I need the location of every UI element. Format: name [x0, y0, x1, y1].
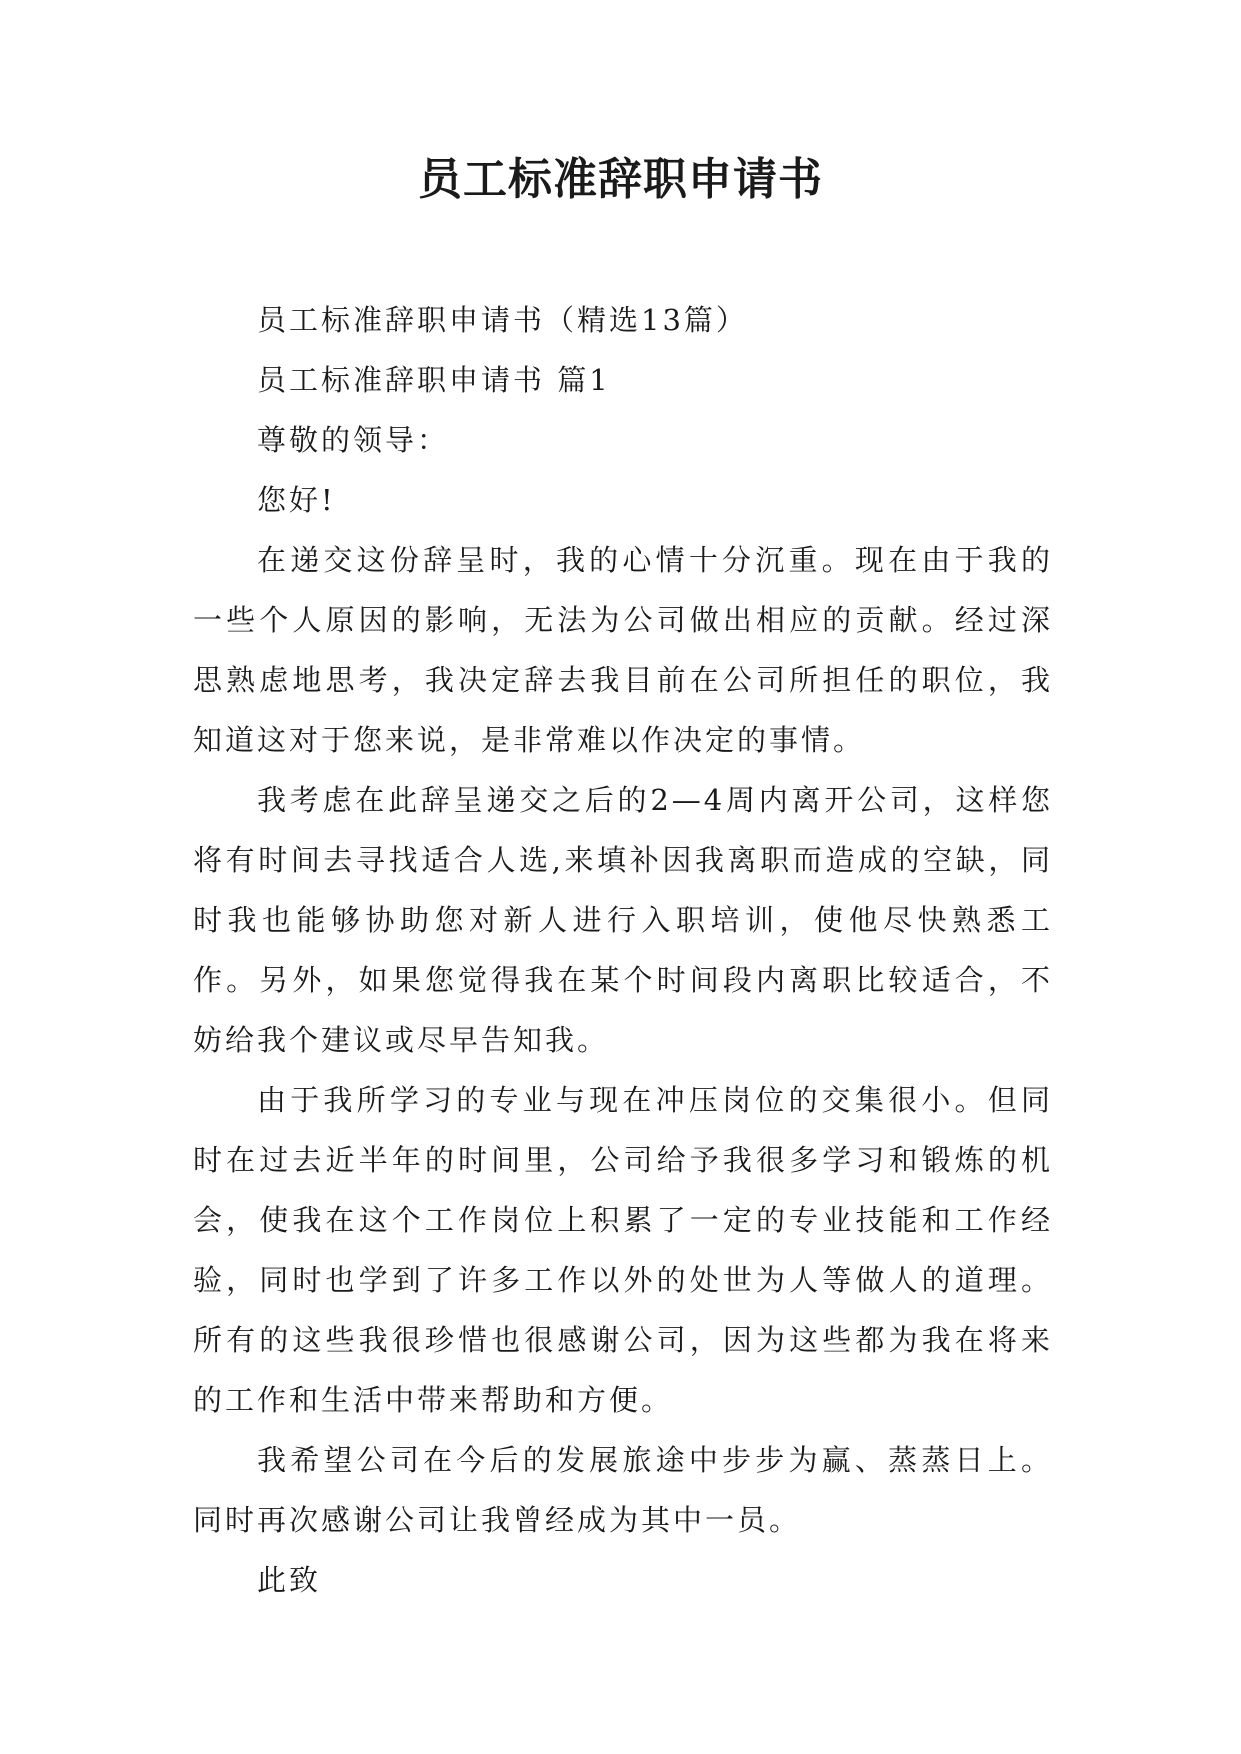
- closing-line: 此致: [257, 1563, 322, 1597]
- body-paragraph: 在递交这份辞呈时，我的心情十分沉重。现在由于我的一些个人原因的影响，无法为公司做出相应的贡献。经过深思熟虑地思考，我决定辞去我目前在公司所担任的职位，我知道这对于您来说，是非常难以作决定的事情。: [193, 543, 1053, 757]
- greeting: 您好!: [257, 483, 336, 517]
- subtitle-line: 员工标准辞职申请书（精选13篇）: [257, 303, 748, 337]
- document-body: [193, 290, 1053, 1610]
- salutation: 尊敬的领导：: [257, 423, 450, 457]
- body-paragraph: 我考虑在此辞呈递交之后的2—4周内离开公司，这样您将有时间去寻找适合人选,来填补因我离职而造成的空缺，同时我也能够协助您对新人进行入职培训，使他尽快熟悉工作。另外，如果您觉得我在某个时间段内离职比较适合，不妨给我个建议或尽早告知我。: [193, 783, 1053, 1057]
- section-heading: 员工标准辞职申请书 篇1: [257, 363, 611, 397]
- document-title: 员工标准辞职申请书: [418, 154, 823, 205]
- body-paragraph: 由于我所学习的专业与现在冲压岗位的交集很小。但同时在过去近半年的时间里，公司给予我很多学习和锻炼的机会，使我在这个工作岗位上积累了一定的专业技能和工作经验，同时也学到了许多工作以外的处世为人等做人的道理。所有的这些我很珍惜也很感谢公司，因为这些都为我在将来的工作和生活中带来帮助和方便。: [193, 1083, 1053, 1417]
- body-paragraph: 我希望公司在今后的发展旅途中步步为赢、蒸蒸日上。同时再次感谢公司让我曾经成为其中一员。: [193, 1443, 1053, 1537]
